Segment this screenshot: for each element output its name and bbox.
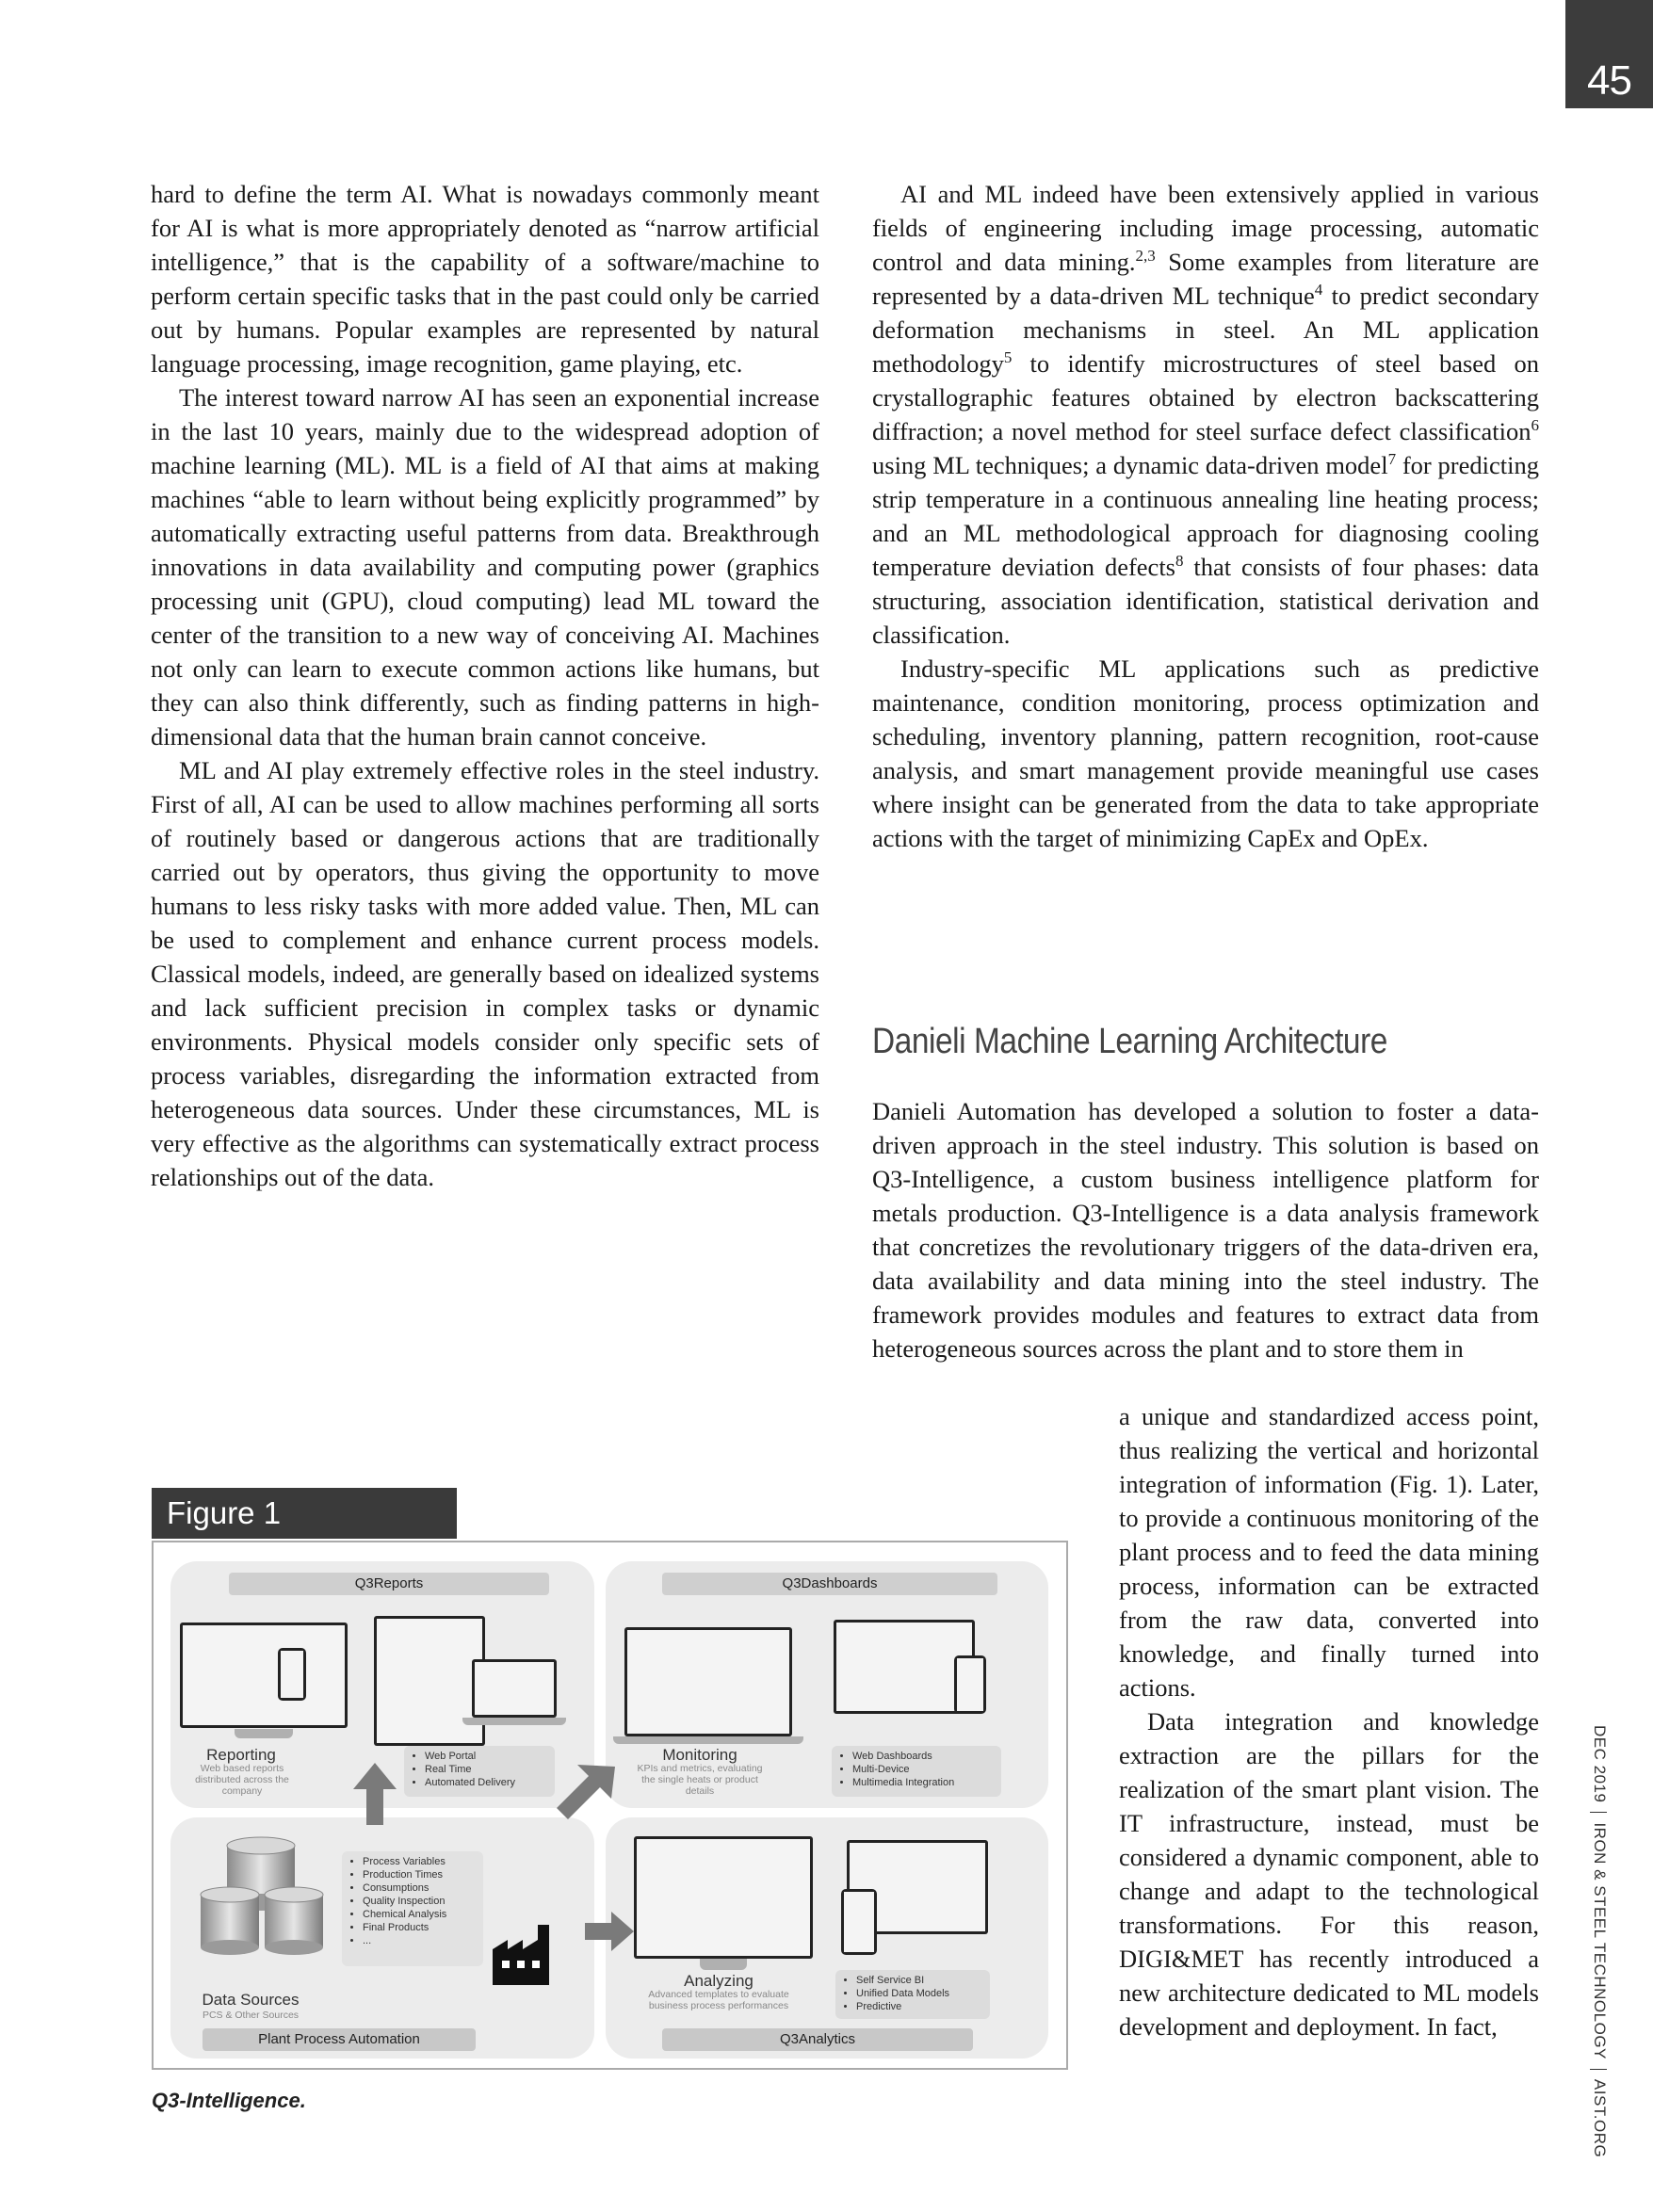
monitor-image [634, 1836, 813, 1959]
laptop-image [472, 1659, 557, 1718]
list-item: • Web Portal [425, 1750, 549, 1763]
left-paragraph-3: ML and AI play extremely effective roles in the steel industry. First of all, AI can be used to allow machines performing all sorts of routinely based or dangerous actions that are traditionally carried out by operators, thus giving the opportunity to move humans to less risky tasks with more added value. Then, ML can be used to complement and enhance current process models. Classical models, indeed, are generally based on idealized systems and lack sufficient precision in complex tasks or dynamic environments. Physical models consider only specific sets of process variables, disregarding the information extracted from heterogeneous data sources. Under these circumstances, ML is very effective as the algorithms can systematically extract process relationships out of the data. [151, 756, 819, 1191]
dashboards-panel [606, 1561, 1048, 1808]
feature-list [835, 1970, 990, 2019]
divider [1590, 2069, 1607, 2070]
citation: 7 [1387, 450, 1397, 469]
citation: 5 [1003, 348, 1013, 367]
text-run: that consists of four phases: data structuring, association identification, statistical derivation and classification. [872, 553, 1539, 649]
phone-image [954, 1655, 986, 1714]
text-run: using ML techniques; a dynamic data-driven model [872, 451, 1388, 479]
text-run: to identify microstructures of steel based on crystallographic features obtained by electron backscattering diffraction; a novel method for steel surface defect classification [872, 349, 1539, 445]
laptop-image [624, 1627, 792, 1736]
list-item: • Web Dashboards [852, 1750, 996, 1763]
panel-footer: Q3Analytics [662, 2028, 973, 2051]
panel-header: Q3Dashboards [662, 1573, 997, 1595]
left-paragraph-1: hard to define the term AI. What is nowadays commonly meant for AI is what is more appropriately denoted as “narrow artificial intelligence,” that is the capability of a software/machine to perform certain specific tasks that in the past could only be carried out by humans. Popular examples are represented by natural language processing, image recognition, game playing, etc. [151, 180, 819, 378]
list-item: • Process Variables [363, 1855, 478, 1868]
text-run: Some examples from literature are represented by a data-driven ML technique [872, 248, 1539, 310]
phone-image [278, 1648, 306, 1701]
arrow-diagonal-icon [549, 1765, 617, 1833]
tablet-image [374, 1616, 485, 1746]
list-item: • Chemical Analysis [363, 1908, 478, 1921]
text-run: for predicting strip temperature in a continuous annealing line heating process; and an ML methodological approach for diagnosing cooling temperature deviation defects [872, 451, 1539, 581]
divider [1590, 1812, 1607, 1813]
section-heading: Danieli Machine Learning Architecture [872, 1022, 1387, 1061]
sidebar-text [1590, 1725, 1609, 2157]
sidebar-date: DEC 2019 [1591, 1725, 1609, 1803]
panel-title: Data Sources [202, 1991, 300, 2009]
list-item: • Multi-Device [852, 1763, 996, 1776]
monitor-stand [700, 1959, 747, 1970]
panel-title: Reporting [206, 1746, 276, 1764]
list-item: • ... [363, 1934, 478, 1947]
laptop-base [613, 1736, 803, 1744]
factory-icon [491, 1921, 557, 1987]
panel-header: Q3Reports [229, 1573, 549, 1595]
right-paragraph-3-continued: a unique and standardized access point, thus realizing the vertical and horizontal integration of information (Fig. 1). Later, to provide a continuous monitoring of the plant process and to feed the data mining process, information can be extracted from the raw data, converted into knowledge, and finally turned into actions. [1119, 1402, 1539, 1702]
left-paragraph-2: The interest toward narrow AI has seen an exponential increase in the last 10 years, mainly due to the widespread adoption of machine learning (ML). ML is a field of AI that aims at making machines “able to learn without being explicitly programmed” by automatically extracting useful patterns from data. Breakthrough innovations in data availability and computing power (graphics processing unit (GPU), cloud computing) lead ML toward the center of the transition to a new way of conceiving AI. Machines not only can learn to execute common actions like humans, but they can also think differently, such as finding patterns in high-dimensional data that the human brain cannot conceive. [151, 383, 819, 751]
citation: 8 [1175, 552, 1184, 571]
citation: 4 [1314, 281, 1323, 299]
figure-caption: Q3-Intelligence. [152, 2089, 306, 2112]
arrow-right-icon [583, 1910, 636, 1953]
database-icon [199, 1836, 331, 1968]
panel-title: Monitoring [662, 1746, 737, 1764]
text-run: AI and ML indeed have been extensively applied in various fields of engineering including image processing, automatic control and data mining. [872, 180, 1539, 276]
analytics-panel [606, 1817, 1048, 2059]
paragraph-text: Danieli Automation has developed a solution to foster a data-driven approach in the steel industry. This solution is based on Q3-Intelligence, a custom business intelligence platform for metals production. Q3-Intelligence is a data analysis framework that concretizes the revolutionary triggers of the data-driven era, data availability and data mining into the steel industry. The framework provides modules and features to extract data from heterogeneous sources across the plant and to store them in [872, 1097, 1539, 1363]
sidebar-site: AIST.ORG [1591, 2078, 1609, 2158]
figure-1 [152, 1541, 1068, 2070]
list-item: • Quality Inspection [363, 1895, 478, 1908]
right-column [872, 177, 1539, 855]
right-paragraph-2: Industry-specific ML applications such as predictive maintenance, condition monitoring, process optimization and scheduling, inventory planning, pattern recognition, root-cause analysis, and smart management provide meaningful use cases where insight can be generated from the data to take appropriate actions with the target of minimizing CapEx and OpEx. [872, 654, 1539, 852]
list-item: • Production Times [363, 1868, 478, 1881]
panel-footer: Plant Process Automation [203, 2028, 476, 2051]
panel-subtitle: KPIs and metrics, evaluating the single heats or product details [637, 1763, 763, 1797]
right-paragraph-3 [872, 1094, 1539, 1365]
list-item: • Automated Delivery [425, 1776, 549, 1789]
panel-subtitle: PCS & Other Sources [202, 2010, 300, 2021]
left-column [151, 177, 819, 1194]
figure-label: Figure 1 [152, 1488, 457, 1539]
citation: 2,3 [1135, 247, 1156, 266]
text-run: to predict secondary deformation mechanisms in steel. An ML application methodology [872, 282, 1539, 378]
page-number: 45 [1587, 57, 1631, 104]
feature-list [404, 1746, 555, 1797]
panel-title: Analyzing [684, 1972, 754, 1990]
monitor-image [180, 1623, 348, 1728]
list-item: • Multimedia Integration [852, 1776, 996, 1789]
monitor-stand [235, 1729, 293, 1738]
right-paragraph-4: Data integration and knowledge extraction are the pillars for the realization of the smart plant vision. The IT infrastructure, instead, must be considered a dynamic component, able to change and adapt to the technological transformations. For this reason, DIGI&MET has recently introduced a new architecture dedicated to ML models development and deployment. In fact, [1119, 1707, 1539, 2041]
list-item: • Unified Data Models [856, 1987, 984, 2000]
citation: 6 [1531, 416, 1539, 435]
panel-subtitle: Advanced templates to evaluate business process performances [648, 1989, 789, 2011]
list-item: • Final Products [363, 1921, 478, 1934]
data-sources-panel [170, 1817, 594, 2059]
list-item: • Self Service BI [856, 1974, 984, 1987]
laptop-base [462, 1718, 566, 1725]
phone-image [841, 1889, 877, 1955]
arrow-up-icon [351, 1761, 398, 1827]
sidebar-journal: IRON & STEEL TECHNOLOGY [1591, 1822, 1609, 2059]
page-number-tab [1565, 0, 1653, 108]
list-item: • Consumptions [363, 1881, 478, 1895]
right-narrow-column [1119, 1399, 1539, 2043]
list-item: • Real Time [425, 1763, 549, 1776]
panel-subtitle: Web based reports distributed across the company [195, 1763, 289, 1797]
data-list [342, 1851, 483, 1966]
journal-sidebar [1580, 1725, 1614, 2158]
right-paragraph-1 [872, 177, 1539, 652]
list-item: • Predictive [856, 2000, 984, 2013]
feature-list [832, 1746, 1001, 1797]
